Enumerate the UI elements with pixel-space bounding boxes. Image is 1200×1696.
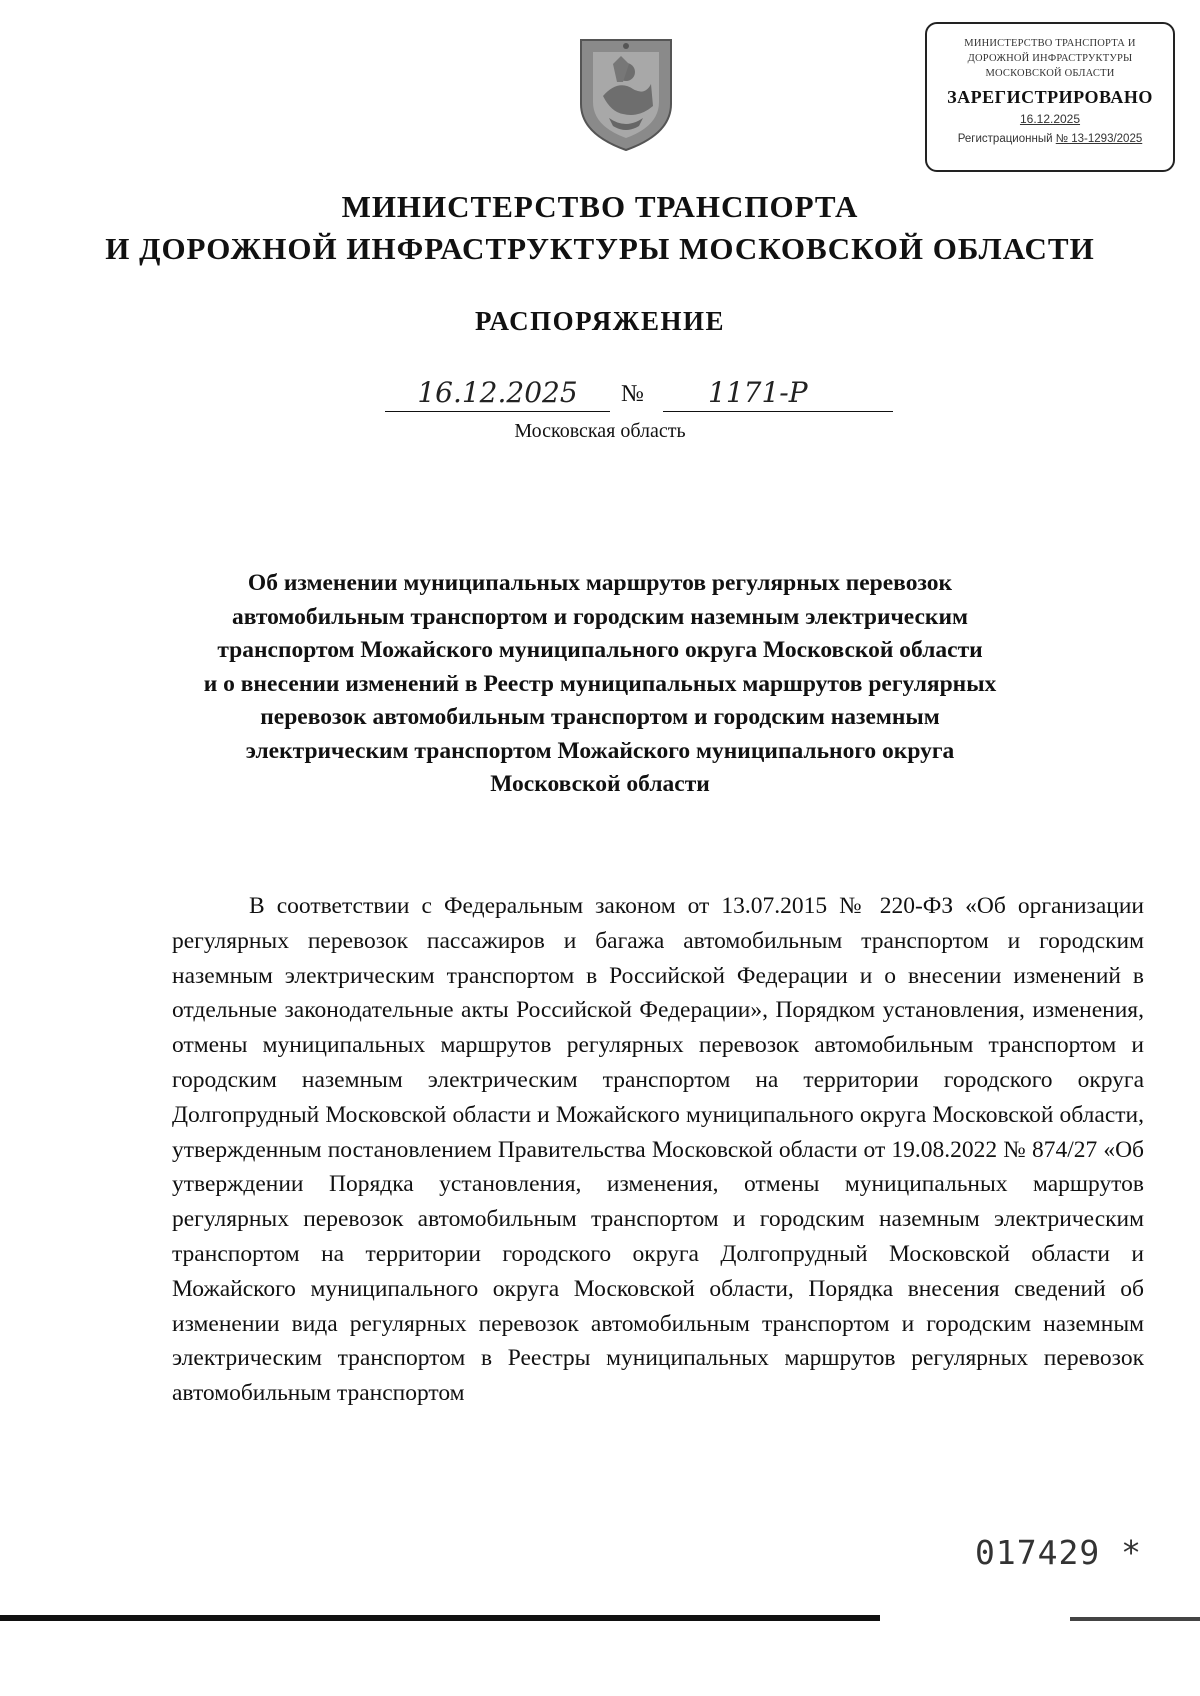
ministry-title bbox=[0, 186, 1200, 270]
place-of-issue: Московская область bbox=[514, 420, 686, 442]
subject-line: Об изменении муниципальных маршрутов регулярных перевозок bbox=[247, 570, 953, 596]
subject-line: транспортом Можайского муниципального округа Московской области bbox=[217, 637, 983, 663]
serial-number: 017429 * bbox=[975, 1533, 1142, 1572]
stamp-org-line: ДОРОЖНОЙ ИНФРАСТРУКТУРЫ bbox=[967, 53, 1133, 64]
stamp-status: ЗАРЕГИСТРИРОВАНО bbox=[947, 87, 1153, 107]
handwritten-number: 1171-Р bbox=[663, 375, 893, 412]
stamp-reg-number-value: № 13-1293/2025 bbox=[1055, 133, 1143, 145]
body-paragraph: В соответствии с Федеральным законом от 13.07.2015 № 220-ФЗ «Об организации регулярных перевозок пассажиров и багажа автомобильным транспортом и городским наземным электрическим транспортом в Российской Федерации и о внесении изменений в отдельные законодательные акты Российской Федерации», Порядком установления, изменения, отмены муниципальных маршрутов регулярных перевозок автомобильным транспортом и городским наземным электрическим транспортом на территории городского округа Долгопрудный Московской области и Можайского муниципального округа Московской области, утвержденным постановлением Правительства Московской области от 19.08.2022 № 874/27 «Об утверждении Порядка установления, изменения, отмены муниципальных маршрутов регулярных перевозок автомобильным транспортом и городским наземным электрическим транспортом на территории городского округа Долгопрудный Московской области и Можайского муниципального округа Московской области, Порядка внесения сведений об изменении вида регулярных перевозок автомобильным транспортом и городским наземным электрическим транспортом в Реестры муниципальных маршрутов регулярных перевозок автомобильным транспортом bbox=[172, 893, 1144, 1407]
subject-line: и о внесении изменений в Реестр муниципальных маршрутов регулярных bbox=[203, 670, 997, 697]
date-number-row bbox=[385, 375, 895, 415]
stamp-org-line: МИНИСТЕРСТВО ТРАНСПОРТА И bbox=[964, 38, 1136, 49]
registration-stamp bbox=[925, 22, 1175, 172]
document-subject bbox=[140, 567, 1060, 802]
scan-edge-line bbox=[0, 1612, 1200, 1624]
stamp-reg-number bbox=[927, 129, 1173, 149]
ministry-title-line2: И ДОРОЖНОЙ ИНФРАСТРУКТУРЫ МОСКОВСКОЙ ОБЛАСТИ bbox=[105, 231, 1095, 266]
subject-line: автомобильным транспортом и городским наземным электрическим bbox=[231, 603, 969, 630]
subject-line: электрическим транспортом Можайского муниципального округа bbox=[245, 737, 955, 764]
stamp-org-line: МОСКОВСКОЙ ОБЛАСТИ bbox=[985, 68, 1115, 79]
subject-line: перевозок автомобильным транспортом и городским наземным bbox=[260, 704, 940, 730]
coat-of-arms-icon bbox=[573, 34, 679, 154]
number-sign: № bbox=[621, 381, 644, 407]
document-type: РАСПОРЯЖЕНИЕ bbox=[474, 306, 726, 336]
handwritten-date: 16.12.2025 bbox=[385, 375, 610, 412]
stamp-reg-label: Регистрационный bbox=[957, 133, 1053, 145]
subject-line: Московской области bbox=[490, 771, 710, 797]
ministry-title-line1: МИНИСТЕРСТВО ТРАНСПОРТА bbox=[341, 189, 859, 224]
stamp-date: 16.12.2025 bbox=[1019, 112, 1081, 126]
